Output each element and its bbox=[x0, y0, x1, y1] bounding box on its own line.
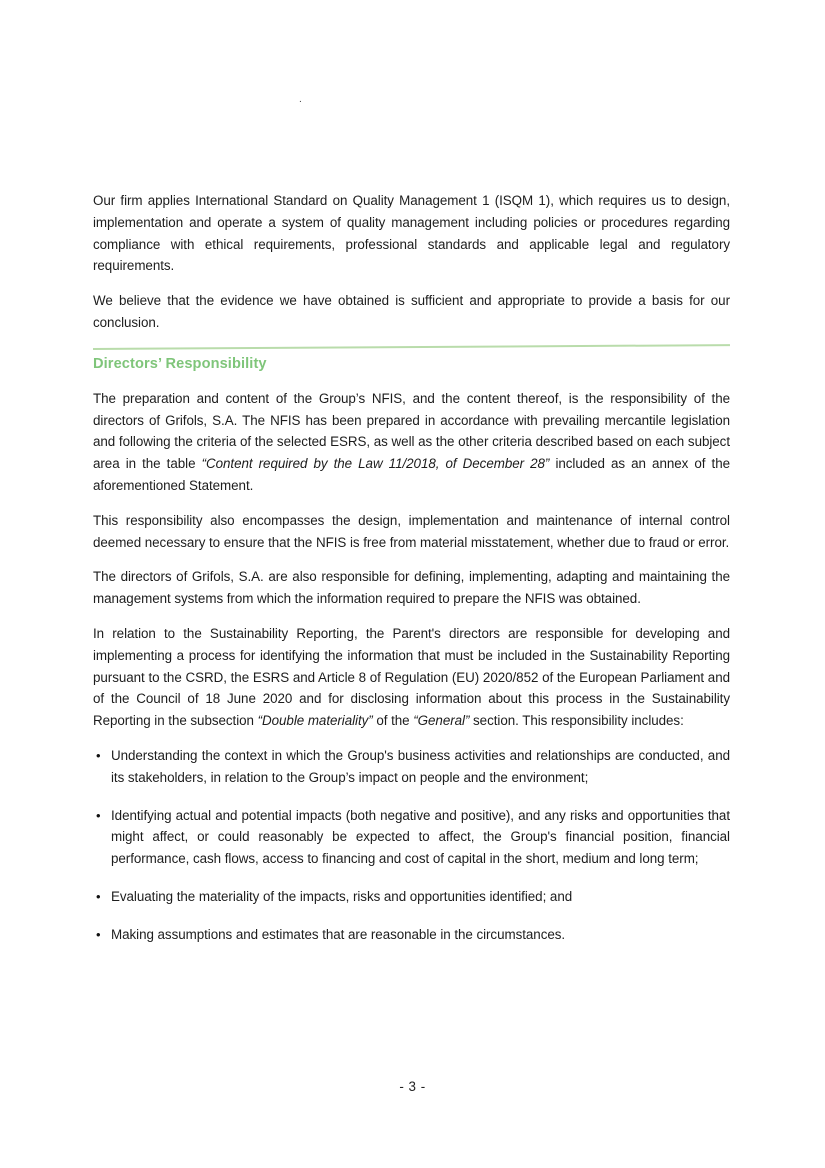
bullet-item-making-assumptions bbox=[93, 924, 730, 946]
paragraph-segment-italic: “Double materiality” bbox=[257, 713, 373, 729]
paragraph-segment-italic: “General” bbox=[413, 713, 470, 729]
paragraph-evidence-basis: We believe that the evidence we have obtained is sufficient and appropriate to provide a basis for our conclusion. bbox=[93, 293, 730, 330]
bullet-icon: • bbox=[96, 888, 101, 904]
paragraph-segment: included as an annex of the aforementioned Statement. bbox=[93, 456, 731, 493]
paragraph-nfis-preparation bbox=[93, 388, 730, 497]
section-divider bbox=[93, 344, 730, 350]
page-number: - 3 - bbox=[399, 1079, 426, 1094]
bullet-icon: • bbox=[96, 747, 101, 763]
paragraph-segment: In relation to the Sustainability Reporting, the Parent's directors are responsible for developing and implementing a process for identifying the information that must be included in the Sustainability Reporting pursuant to the CSRD, the ESRS and Article 8 of Regulation (EU) 2020/852 of the European Parliament and of the Council of 18 June 2020 and for disclosing information about this process in the Sustainability Reporting in the subsection bbox=[93, 625, 730, 729]
document-body bbox=[93, 190, 730, 962]
bullet-icon: • bbox=[96, 807, 101, 823]
bullet-item-evaluating-materiality bbox=[93, 886, 730, 908]
paragraph-segment: of the bbox=[372, 713, 414, 729]
paragraph-isqm: Our firm applies International Standard on Quality Management 1 (ISQM 1), which requires us to design, implementation and operate a system of quality management including policies or procedures regarding compliance with ethical requirements, professional standards and applicable legal and regulatory requirements. bbox=[93, 193, 730, 274]
section-heading-directors-responsibility: Directors’ Responsibility bbox=[93, 355, 267, 372]
paragraph-internal-control: This responsibility also encompasses the design, implementation and maintenance of internal control deemed necessary to ensure that the NFIS is free from material misstatement, whether due to fraud or error. bbox=[93, 512, 730, 550]
bullet-icon: • bbox=[96, 926, 101, 942]
bullet-text: Understanding the context in which the Group's business activities and relationships are conducted, and its stakeholders, in relation to the Group’s impact on people and the environment; bbox=[111, 747, 730, 785]
paragraph-segment: section. This responsibility includes: bbox=[469, 713, 684, 729]
paragraph-segment-italic: “Content required by the Law 11/2018, of December 28” bbox=[201, 456, 550, 472]
bullet-text: Identifying actual and potential impacts (both negative and positive), and any risks and opportunities that might affect, or could reasonably be expected to affect, the Group's financial position, financial performance, cash flows, access to financing and cost of capital in the short, medium and long term; bbox=[111, 807, 730, 867]
bullet-item-understanding-context bbox=[93, 745, 730, 789]
bullet-item-identifying-impacts bbox=[93, 805, 730, 870]
bullet-text: Making assumptions and estimates that are reasonable in the circumstances. bbox=[111, 926, 566, 942]
paragraph-segment: The preparation and content of the Group’s NFIS, and the content thereof, is the responsibility of the directors of Grifols, S.A. The NFIS has been prepared in accordance with prevailing mercantile legislation and following the criteria of the selected ESRS, as well as the other criteria described based on each subject area in the table bbox=[93, 390, 730, 472]
responsibility-bullet-list bbox=[93, 745, 730, 946]
bullet-text: Evaluating the materiality of the impacts, risks and opportunities identified; and bbox=[111, 888, 573, 904]
paragraph-sustainability-reporting bbox=[93, 623, 730, 732]
scan-artifact-dot: . bbox=[299, 94, 302, 105]
paragraph-management-systems: The directors of Grifols, S.A. are also responsible for defining, implementing, adapting and maintaining the management systems from which the information required to prepare the NFIS was obtained. bbox=[93, 569, 730, 607]
